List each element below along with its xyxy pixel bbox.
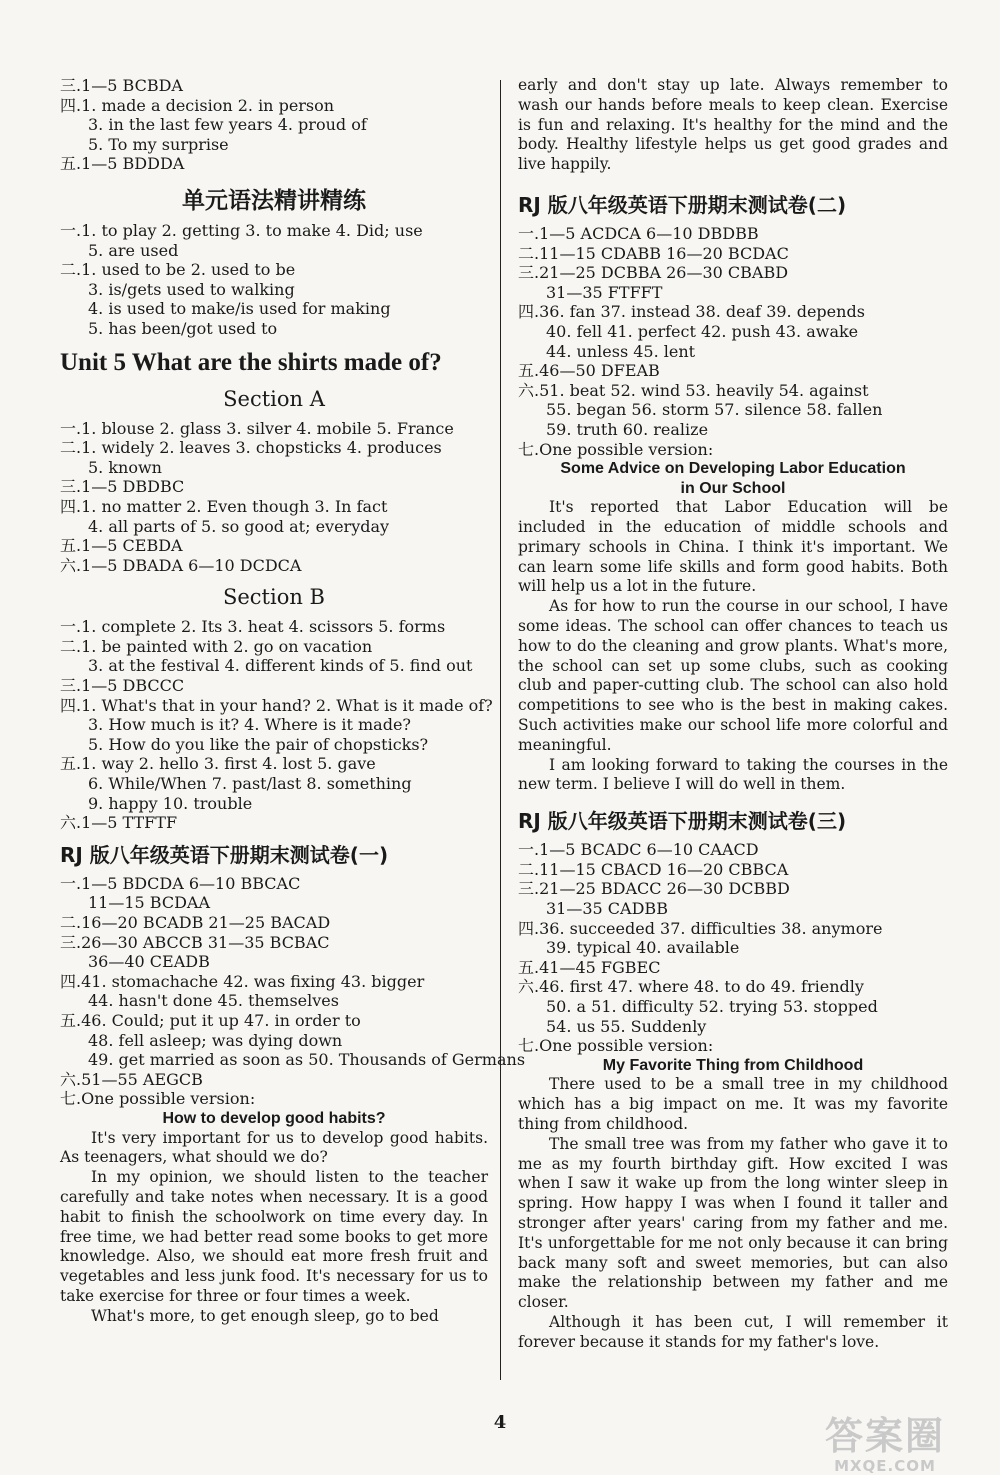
essay-paragraph: I am looking forward to taking the courses in the new term. I believe I will do well in them.	[518, 755, 948, 794]
answer-line: 5. has been/got used to	[88, 318, 278, 338]
answer-line: 五.46—50 DFEAB	[518, 361, 660, 381]
answer-line: 一.1. blouse 2. glass 3. silver 4. mobile 5. France	[60, 418, 454, 438]
answer-line: 36—40 CEADB	[88, 952, 210, 972]
answer-block-exam2	[518, 224, 948, 459]
answer-line: 六.51—55 AEGCB	[60, 1069, 203, 1089]
answer-line: 二.1. be painted with 2. go on vacation	[60, 636, 373, 656]
answer-line: 44. unless 45. lent	[546, 341, 696, 361]
essay-paragraph: There used to be a small tree in my childhood which has a big impact on me. It was my favorite thing from childhood.	[518, 1075, 948, 1133]
answer-line: 4. all parts of 5. so good at; everyday	[88, 516, 390, 536]
answer-line: 一.1. complete 2. Its 3. heat 4. scissors 5. forms	[60, 617, 446, 637]
answer-line: 七.One possible version:	[60, 1089, 256, 1109]
answer-line: 一.1—5 BCADC 6—10 CAACD	[518, 840, 759, 860]
answer-line: 31—35 CADBB	[546, 899, 668, 919]
answer-line: 一.1—5 BDCDA 6—10 BBCAC	[60, 873, 301, 893]
answer-line: 一.1—5 ACDCA 6—10 DBDBB	[518, 223, 759, 243]
right-column	[518, 76, 948, 1353]
answer-line: 四.1. What's that in your hand? 2. What is it made of?	[60, 695, 493, 715]
answer-line: 三.26—30 ABCCB 31—35 BCBAC	[60, 932, 330, 952]
answer-line: 六.1—5 TTFTF	[60, 813, 178, 833]
answer-line: 3. How much is it? 4. Where is it made?	[88, 715, 411, 735]
exam1-title: RJ 版八年级英语下册期末测试卷(一)	[60, 842, 389, 867]
answer-line: 六.51. beat 52. wind 53. heavily 54. against	[518, 380, 869, 400]
answer-line: 二.11—15 CBACD 16—20 CBBCA	[518, 859, 789, 879]
answer-line: 六.46. first 47. where 48. to do 49. friendly	[518, 977, 864, 997]
answer-line: 5. are used	[88, 240, 179, 260]
left-column	[60, 76, 526, 1327]
answer-line: 二.1. used to be 2. used to be	[60, 260, 296, 280]
section-a-title: Section A	[223, 386, 325, 411]
answer-line: 3. in the last few years 4. proud of	[88, 115, 367, 135]
answer-line: 二.11—15 CDABB 16—20 BCDAC	[518, 243, 789, 263]
unit-title: Unit 5 What are the shirts made of?	[60, 348, 442, 376]
essay1-body	[60, 1129, 488, 1327]
answer-line: 49. get married as soon as 50. Thousands of Germans	[88, 1050, 526, 1070]
answer-line: 9. happy 10. trouble	[88, 793, 253, 813]
answer-line: 三.21—25 DCBBA 26—30 CBABD	[518, 263, 789, 283]
answer-line: 50. a 51. difficulty 52. trying 53. stopped	[546, 997, 878, 1016]
answer-line: 三.21—25 BDACC 26—30 DCBBD	[518, 879, 790, 899]
answer-line: 四.1. no matter 2. Even though 3. In fact	[60, 496, 388, 516]
section-b-title: Section B	[222, 585, 325, 610]
answer-line: 三.1—5 BCBDA	[60, 76, 183, 95]
essay-paragraph: It's very important for us to develop good habits. As teenagers, what should we do?	[60, 1128, 488, 1167]
answer-line: 4. is used to make/is used for making	[88, 299, 391, 319]
answer-line: 5. To my surprise	[88, 134, 229, 154]
answer-line: 11—15 BCDAA	[88, 893, 211, 913]
answer-line: 48. fell asleep; was dying down	[88, 1030, 343, 1050]
essay3-body	[518, 1075, 948, 1352]
answer-line: 三.1—5 DBCCC	[60, 676, 185, 696]
answer-block-section-b	[60, 617, 493, 833]
answer-line: 七.One possible version:	[518, 439, 714, 459]
answer-line: 五.1. way 2. hello 3. first 4. lost 5. gave	[60, 754, 376, 774]
watermark-logo	[800, 1415, 970, 1475]
essay-paragraph: It's reported that Labor Education will be included in the education of middle schools and primary schools in China. I think it's important. We can learn some life skills and form good habits. Both will help us a lot in the future.	[518, 498, 948, 596]
answer-line: 40. fell 41. perfect 42. push 43. awake	[546, 321, 859, 341]
answer-line: 二.16—20 BCADB 21—25 BACAD	[60, 913, 331, 932]
essay1-title: How to develop good habits?	[162, 1109, 386, 1127]
column-divider	[500, 80, 501, 1380]
answer-line: 59. truth 60. realize	[546, 419, 709, 439]
essay-paragraph: What's more, to get enough sleep, go to bed	[91, 1306, 439, 1325]
essay1-continuation: early and don't stay up late. Always remember to wash our hands before meals to keep clean. Exercise is fun and relaxing. It's healthy for the mind and the body. Healthy lifestyle helps us get good grades and live happily.	[518, 76, 948, 174]
answer-line: 四.41. stomachache 42. was fixing 43. bigger	[60, 971, 425, 991]
essay-paragraph: Although it has been cut, I will remember it forever because it stands for my father's love.	[518, 1312, 948, 1351]
answer-line: 五.1—5 CEBDA	[60, 536, 183, 556]
watermark-text: 答案圈	[824, 1414, 945, 1458]
essay2-title-line2: in Our School	[680, 479, 786, 497]
answer-line: 6. While/When 7. past/last 8. something	[88, 774, 412, 794]
answer-line: 五.1—5 BDDDA	[60, 154, 185, 174]
essay-paragraph: As for how to run the course in our school, I have some ideas. The school can offer chances to teach us how to do the cleaning and grow plants. What's more, the school can set up some clubs, such as cooking club and paper-cutting club. The school can also hold competitions to see who is the best in making cakes. Such activities make our school life more colorful and meaningful.	[518, 597, 948, 754]
answer-line: 39. typical 40. available	[546, 938, 740, 958]
answer-block-unit4-remainder	[60, 76, 488, 174]
answer-block-grammar	[60, 221, 488, 339]
grammar-section-title: 单元语法精讲精练	[182, 187, 366, 214]
answer-line: 四.36. fan 37. instead 38. deaf 39. depends	[518, 302, 865, 322]
answer-line: 七.One possible version:	[518, 1036, 714, 1056]
answer-line: 54. us 55. Suddenly	[546, 1016, 707, 1036]
answer-line: 44. hasn't done 45. themselves	[88, 991, 339, 1011]
essay-paragraph: In my opinion, we should listen to the teacher carefully and take notes when necessary. It is a good habit to finish the schoolwork on time every day. In free time, we had better read some books to get more knowledge. Also, we should eat more fresh fruit and vegetables and less junk food. It's necessary for us to take exercise for three or four times a week.	[60, 1168, 488, 1305]
answer-line: 六.1—5 DBADA 6—10 DCDCA	[60, 555, 302, 575]
answer-line: 3. is/gets used to walking	[88, 279, 295, 299]
answer-line: 三.1—5 DBDBC	[60, 477, 185, 497]
watermark-url: MXQE.COM	[834, 1457, 936, 1475]
exam2-title: RJ 版八年级英语下册期末测试卷(二)	[518, 192, 847, 217]
answer-line: 四.36. succeeded 37. difficulties 38. anymore	[518, 918, 883, 938]
essay3-title: My Favorite Thing from Childhood	[602, 1056, 864, 1074]
essay-paragraph: The small tree was from my father who gave it to me as my fourth birthday gift. How excited I was when I saw it wake up from the long winter sleep in spring. How happy I was when I found it taller and stronger after years' caring from my father and me. It's unforgettable for me not only because it can bring back many soft and sweet memories, but can also make the relationship between my father and me closer.	[518, 1134, 948, 1312]
answer-line: 31—35 FTFFT	[546, 282, 663, 302]
answer-line: 3. at the festival 4. different kinds of 5. find out	[88, 656, 473, 676]
answer-line: 四.1. made a decision 2. in person	[60, 95, 335, 115]
answer-line: 五.41—45 FGBEC	[518, 957, 661, 977]
answer-line: 五.46. Could; put it up 47. in order to	[60, 1010, 361, 1030]
essay2-title-line1: Some Advice on Developing Labor Education	[560, 460, 906, 478]
page-number: 4	[493, 1412, 507, 1433]
answer-block-section-a	[60, 419, 488, 576]
essay2-body	[518, 498, 948, 795]
answer-block-exam1	[60, 873, 526, 1109]
answer-line: 二.1. widely 2. leaves 3. chopsticks 4. produces	[60, 438, 442, 458]
answer-line: 55. began 56. storm 57. silence 58. fallen	[546, 400, 883, 420]
answer-line: 5. known	[88, 457, 162, 477]
answer-line: 5. How do you like the pair of chopsticks?	[88, 734, 429, 754]
answer-block-exam3	[518, 840, 948, 1056]
exam3-title: RJ 版八年级英语下册期末测试卷(三)	[518, 809, 847, 834]
answer-line: 一.1. to play 2. getting 3. to make 4. Did; use	[60, 220, 423, 240]
